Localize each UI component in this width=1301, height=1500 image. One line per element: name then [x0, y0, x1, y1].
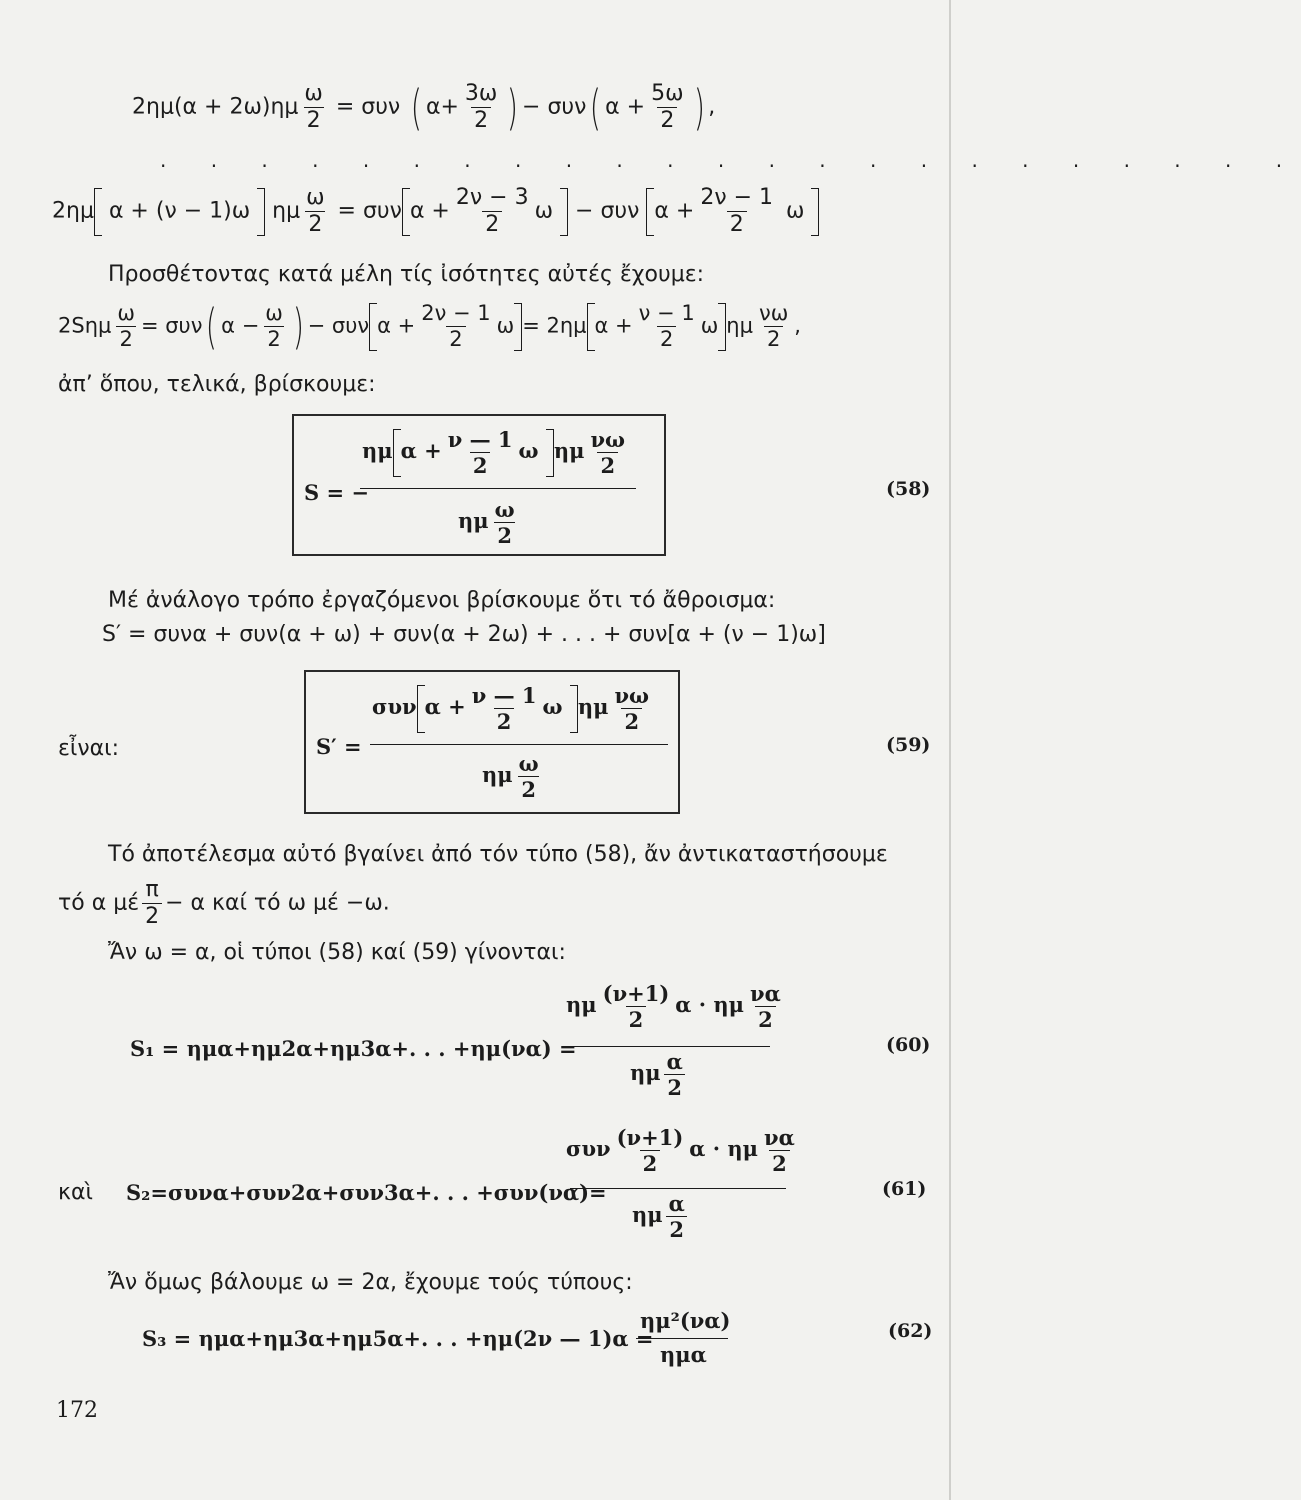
- formula-62-fraction-bar: [636, 1338, 728, 1339]
- formula-61-numerator: συν $\frac{(\nu+1)}{2}$ α · ημ $\frac{\nu\alpha}{2}$: [566, 1125, 795, 1177]
- equation-number-61: (61): [882, 1178, 927, 1200]
- text-and: καὶ: [58, 1180, 93, 1205]
- formula-61-denominator: ημ $\frac{\alpha}{2}$: [632, 1192, 691, 1241]
- formula-58-numerator: ημ α + $\frac{\nu — 1}{2}$ ω ημ $\frac{\nu\omega}{2}$: [362, 427, 626, 479]
- equation-number-59: (59): [886, 734, 931, 756]
- formula-62-denominator: ημα: [660, 1342, 707, 1367]
- text-line-result: Τό ἀποτέλεσμα αὐτό βγαίνει ἀπό τόν τύπο (58), ἄν ἀντικαταστήσουμε: [108, 842, 888, 867]
- sum-s-prime: S′ = συνα + συν(α + ω) + συν(α + 2ω) + . . . + συν[α + (ν − 1)ω]: [102, 622, 826, 647]
- formula-59-numerator: συν α + $\frac{\nu — 1}{2}$ ω ημ $\frac{\nu\omega}{2}$: [372, 683, 650, 735]
- equation-number-58: (58): [886, 478, 931, 500]
- text-line-if-omega-2alpha: Ἄν ὅμως βάλουμε ω = 2α, ἔχουμε τούς τύπους:: [108, 1270, 633, 1295]
- formula-59-denominator: ημ $\frac{\omega}{2}$: [482, 751, 539, 803]
- text-line-whence: ἀπ’ ὅπου, τελικά, βρίσκουμε:: [58, 372, 376, 397]
- equation-3: 2Sημ $\frac{\omega}{2}$ = συν( α − $\frac{\omega}{2}$ ) − συν α + $\frac{2\nu - 1}{2}$ ω = 2ημ α + $\frac{\nu - 1}{2}$ ω ημ $\frac{\nu\omega}{2}$ ,: [58, 298, 801, 355]
- text-line-substitute: τό α μέ $\frac{\pi}{2}$ − α καί τό ω μέ −ω.: [58, 877, 390, 930]
- formula-60-denominator: ημ $\frac{\alpha}{2}$: [630, 1050, 689, 1099]
- formula-58-denominator: ημ $\frac{\omega}{2}$: [458, 497, 515, 549]
- continuation-dots: . . . . . . . . . . . . . . . . . . . . . . .: [160, 148, 1301, 172]
- page-number: 172: [56, 1398, 98, 1423]
- text-line-if-omega-alpha: Ἄν ω = α, οἱ τύποι (58) καί (59) γίνονται:: [108, 940, 566, 965]
- equation-1: 2ημ(α + 2ω)ημ $\frac{\omega}{2}$ = συν ( α+ $\frac{3\omega}{2}$ ) − συν( α + $\frac{5\omega}{2}$ ) ,: [132, 79, 716, 136]
- text-line-adding: Προσθέτοντας κατά μέλη τίς ἰσότητες αὐτές ἔχουμε:: [108, 262, 704, 287]
- formula-62-lhs: S₃ = ημα+ημ3α+ημ5α+. . . +ημ(2ν — 1)α =: [142, 1326, 654, 1351]
- formula-60-lhs: S₁ = ημα+ημ2α+ημ3α+. . . +ημ(να) =: [130, 1036, 577, 1061]
- formula-61-lhs: S₂=συνα+συν2α+συν3α+. . . +συν(να)=: [126, 1180, 607, 1205]
- formula-58-fraction-bar: [360, 488, 636, 489]
- formula-58-lhs: S = −: [304, 480, 369, 505]
- formula-61-fraction-bar: [570, 1188, 786, 1189]
- formula-62-numerator: ημ²(να): [640, 1308, 731, 1333]
- text-line-similar: Μέ ἀνάλογο τρόπο ἐργαζόμενοι βρίσκουμε ὅτι τό ἄθροισμα:: [108, 588, 776, 613]
- formula-60-fraction-bar: [564, 1046, 770, 1047]
- equation-number-60: (60): [886, 1034, 931, 1056]
- formula-59-lhs: S′ =: [316, 734, 362, 759]
- formula-59-fraction-bar: [370, 744, 668, 745]
- page-edge-shadow: [949, 0, 951, 1500]
- equation-2: 2ημ α + (ν − 1)ω ημ $\frac{\omega}{2}$ = συν α + $\frac{2\nu - 3}{2}$ ω − συν α + $\frac{2\nu - 1}{2}$ ω: [52, 186, 819, 237]
- equation-number-62: (62): [888, 1320, 933, 1342]
- text-line-is: εἶναι:: [58, 736, 119, 761]
- formula-60-numerator: ημ $\frac{(\nu+1)}{2}$ α · ημ $\frac{\nu\alpha}{2}$: [566, 981, 781, 1033]
